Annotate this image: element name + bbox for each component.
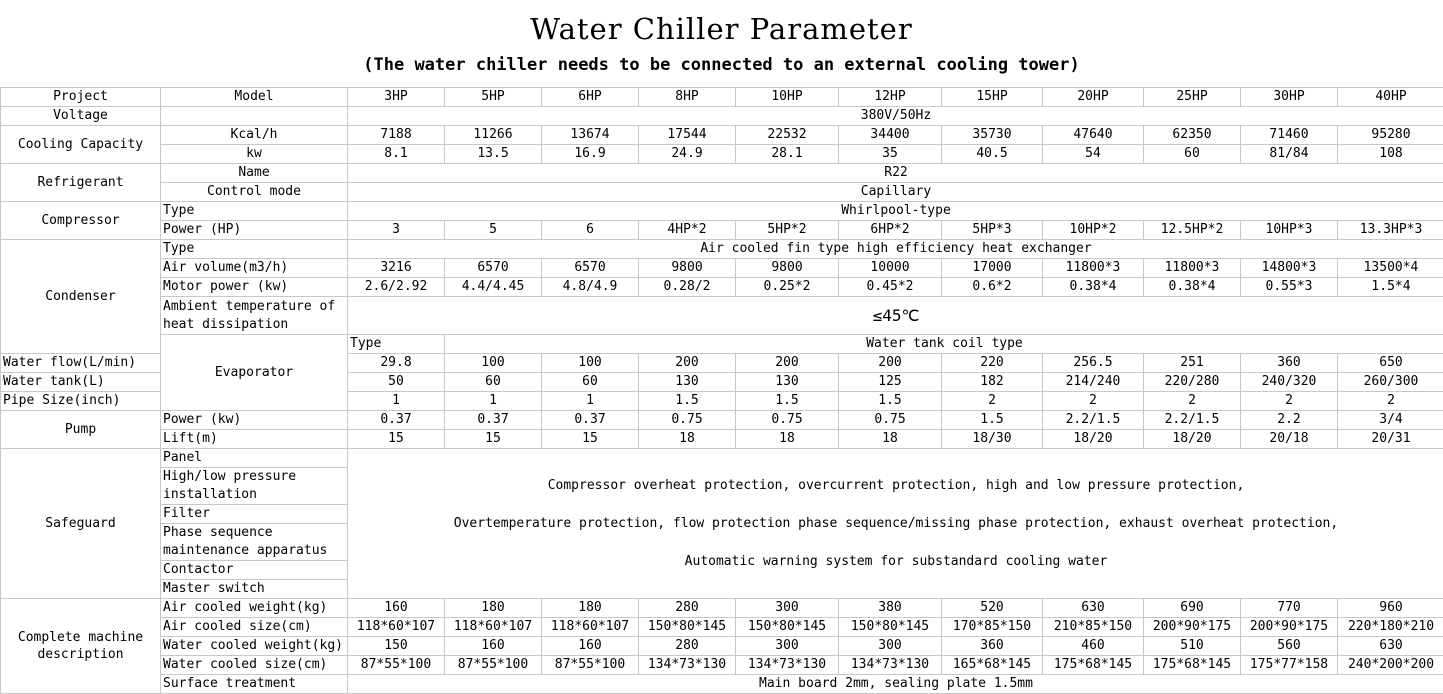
- air-weight-label: Air cooled weight(kg): [161, 599, 348, 618]
- model-cell: 10HP: [736, 88, 839, 107]
- compressor-type-value: Whirlpool-type: [348, 202, 1443, 221]
- value-cell: 2.2/1.5: [1043, 411, 1144, 430]
- model-cell: 6HP: [542, 88, 639, 107]
- value-cell: 150: [348, 637, 445, 656]
- value-cell: 2: [1241, 392, 1338, 411]
- value-cell: 3216: [348, 259, 445, 278]
- cooling-capacity-label: Cooling Capacity: [1, 126, 161, 164]
- value-cell: 95280: [1338, 126, 1443, 145]
- control-mode-label: Control mode: [161, 183, 348, 202]
- value-cell: 360: [942, 637, 1043, 656]
- value-cell: 34400: [839, 126, 942, 145]
- value-cell: 18/20: [1144, 430, 1241, 449]
- value-cell: 1.5: [839, 392, 942, 411]
- value-cell: 10HP*3: [1241, 221, 1338, 240]
- value-cell: 520: [942, 599, 1043, 618]
- value-cell: 200: [639, 354, 736, 373]
- value-cell: 130: [639, 373, 736, 392]
- motor-power-label: Motor power (kw): [161, 278, 348, 297]
- value-cell: 100: [445, 354, 542, 373]
- safeguard-item: Phase sequence maintenance apparatus: [161, 524, 348, 561]
- value-cell: 6570: [542, 259, 639, 278]
- value-cell: 220: [942, 354, 1043, 373]
- value-cell: 87*55*100: [348, 656, 445, 675]
- motor-power-row: [1, 278, 1443, 297]
- air-weight-row: [1, 599, 1443, 618]
- value-cell: 134*73*130: [839, 656, 942, 675]
- value-cell: 510: [1144, 637, 1241, 656]
- safeguard-line: Compressor overheat protection, overcurrent protection, high and low pressure protection,: [348, 467, 1443, 505]
- value-cell: 35: [839, 145, 942, 164]
- value-cell: 100: [542, 354, 639, 373]
- model-cell: 3HP: [348, 88, 445, 107]
- safeguard-line: Automatic warning system for substandard cooling water: [348, 543, 1443, 581]
- value-cell: 20/31: [1338, 430, 1443, 449]
- value-cell: 630: [1338, 637, 1443, 656]
- value-cell: 13674: [542, 126, 639, 145]
- safeguard-item: Master switch: [161, 580, 348, 599]
- cooling-kcal-row: [1, 126, 1443, 145]
- value-cell: 200*90*175: [1241, 618, 1338, 637]
- value-cell: 130: [736, 373, 839, 392]
- condenser-type-row: [1, 240, 1443, 259]
- value-cell: 20/18: [1241, 430, 1338, 449]
- value-cell: 16.9: [542, 145, 639, 164]
- value-cell: 62350: [1144, 126, 1241, 145]
- voltage-label: Voltage: [1, 107, 161, 126]
- value-cell: 2.2: [1241, 411, 1338, 430]
- value-cell: 0.25*2: [736, 278, 839, 297]
- compressor-label: Compressor: [1, 202, 161, 240]
- safeguard-item: Filter: [161, 505, 348, 524]
- value-cell: 60: [542, 373, 639, 392]
- value-cell: 14800*3: [1241, 259, 1338, 278]
- air-size-label: Air cooled size(cm): [161, 618, 348, 637]
- value-cell: 1.5: [942, 411, 1043, 430]
- value-cell: 300: [839, 637, 942, 656]
- value-cell: 240/320: [1241, 373, 1338, 392]
- value-cell: 13.5: [445, 145, 542, 164]
- value-cell: 1.5: [736, 392, 839, 411]
- evaporator-label: Evaporator: [161, 335, 348, 411]
- value-cell: 2: [1144, 392, 1241, 411]
- water-flow-label: Water flow(L/min): [1, 354, 161, 373]
- pipe-size-label: Pipe Size(inch): [1, 392, 161, 411]
- value-cell: 0.38*4: [1144, 278, 1241, 297]
- value-cell: 0.37: [542, 411, 639, 430]
- value-cell: 360: [1241, 354, 1338, 373]
- safeguard-description: [348, 449, 1443, 599]
- value-cell: 200: [736, 354, 839, 373]
- value-cell: 960: [1338, 599, 1443, 618]
- value-cell: 13500*4: [1338, 259, 1443, 278]
- value-cell: 1.5*4: [1338, 278, 1443, 297]
- model-cell: 5HP: [445, 88, 542, 107]
- value-cell: 108: [1338, 145, 1443, 164]
- water-weight-row: [1, 637, 1443, 656]
- value-cell: 300: [736, 637, 839, 656]
- value-cell: 1: [542, 392, 639, 411]
- value-cell: 1.5: [639, 392, 736, 411]
- control-mode-value: Capillary: [348, 183, 1443, 202]
- value-cell: 4HP*2: [639, 221, 736, 240]
- water-size-label: Water cooled size(cm): [161, 656, 348, 675]
- value-cell: 60: [445, 373, 542, 392]
- value-cell: 0.28/2: [639, 278, 736, 297]
- value-cell: 165*68*145: [942, 656, 1043, 675]
- value-cell: 10000: [839, 259, 942, 278]
- value-cell: 2.2/1.5: [1144, 411, 1241, 430]
- value-cell: 2.6/2.92: [348, 278, 445, 297]
- machine-label: Complete machine description: [1, 599, 161, 694]
- value-cell: 18/20: [1043, 430, 1144, 449]
- compressor-type-label: Type: [161, 202, 348, 221]
- pump-lift-row: [1, 430, 1443, 449]
- value-cell: 160: [542, 637, 639, 656]
- value-cell: 1: [445, 392, 542, 411]
- value-cell: 6570: [445, 259, 542, 278]
- safeguard-item: Contactor: [161, 561, 348, 580]
- value-cell: 210*85*150: [1043, 618, 1144, 637]
- value-cell: 118*60*107: [542, 618, 639, 637]
- air-volume-row: [1, 259, 1443, 278]
- value-cell: 251: [1144, 354, 1241, 373]
- page-title: Water Chiller Parameter: [0, 12, 1443, 46]
- pump-lift-label: Lift(m): [161, 430, 348, 449]
- page-subtitle: (The water chiller needs to be connected to an external cooling tower): [0, 55, 1443, 75]
- value-cell: 4.8/4.9: [542, 278, 639, 297]
- value-cell: 18: [639, 430, 736, 449]
- safeguard-line: Overtemperature protection, flow protection phase sequence/missing phase protection, exhaust overheat protection,: [348, 505, 1443, 543]
- condenser-type-value: Air cooled fin type high efficiency heat exchanger: [348, 240, 1443, 259]
- value-cell: 9800: [639, 259, 736, 278]
- value-cell: 260/300: [1338, 373, 1443, 392]
- value-cell: 3/4: [1338, 411, 1443, 430]
- value-cell: 200: [839, 354, 942, 373]
- value-cell: 81/84: [1241, 145, 1338, 164]
- model-cell: 8HP: [639, 88, 736, 107]
- value-cell: 150*80*145: [736, 618, 839, 637]
- air-size-row: [1, 618, 1443, 637]
- value-cell: 87*55*100: [445, 656, 542, 675]
- value-cell: 3: [348, 221, 445, 240]
- value-cell: 150*80*145: [839, 618, 942, 637]
- value-cell: 24.9: [639, 145, 736, 164]
- value-cell: 690: [1144, 599, 1241, 618]
- compressor-power-label: Power (HP): [161, 221, 348, 240]
- surface-row: [1, 675, 1443, 694]
- value-cell: 220*180*210: [1338, 618, 1443, 637]
- evaporator-type-value: Water tank coil type: [445, 335, 1443, 354]
- value-cell: 180: [542, 599, 639, 618]
- condenser-label: Condenser: [1, 240, 161, 354]
- value-cell: 0.75: [639, 411, 736, 430]
- value-cell: 240*200*200: [1338, 656, 1443, 675]
- value-cell: 134*73*130: [639, 656, 736, 675]
- value-cell: 560: [1241, 637, 1338, 656]
- value-cell: 182: [942, 373, 1043, 392]
- value-cell: 11800*3: [1043, 259, 1144, 278]
- value-cell: 12.5HP*2: [1144, 221, 1241, 240]
- value-cell: 47640: [1043, 126, 1144, 145]
- value-cell: 9800: [736, 259, 839, 278]
- value-cell: 18/30: [942, 430, 1043, 449]
- value-cell: 13.3HP*3: [1338, 221, 1443, 240]
- value-cell: 54: [1043, 145, 1144, 164]
- value-cell: 35730: [942, 126, 1043, 145]
- value-cell: 0.55*3: [1241, 278, 1338, 297]
- condenser-type-label: Type: [161, 240, 348, 259]
- value-cell: 7188: [348, 126, 445, 145]
- value-cell: 175*77*158: [1241, 656, 1338, 675]
- value-cell: 0.6*2: [942, 278, 1043, 297]
- refrigerant-name-row: [1, 164, 1443, 183]
- value-cell: 5HP*2: [736, 221, 839, 240]
- surface-value: Main board 2mm, sealing plate 1.5mm: [348, 675, 1443, 694]
- air-volume-label: Air volume(m3/h): [161, 259, 348, 278]
- value-cell: 160: [348, 599, 445, 618]
- value-cell: 0.37: [348, 411, 445, 430]
- value-cell: 220/280: [1144, 373, 1241, 392]
- value-cell: 50: [348, 373, 445, 392]
- value-cell: 11266: [445, 126, 542, 145]
- water-tank-label: Water tank(L): [1, 373, 161, 392]
- value-cell: 28.1: [736, 145, 839, 164]
- value-cell: 87*55*100: [542, 656, 639, 675]
- value-cell: 0.45*2: [839, 278, 942, 297]
- value-cell: 1: [348, 392, 445, 411]
- value-cell: 15: [445, 430, 542, 449]
- safeguard-item: Panel: [161, 449, 348, 468]
- header-row: [1, 88, 1443, 107]
- model-cell: 25HP: [1144, 88, 1241, 107]
- safeguard-item: High/low pressure installation: [161, 468, 348, 505]
- value-cell: 0.37: [445, 411, 542, 430]
- ambient-row: [1, 297, 1443, 335]
- value-cell: 0.75: [839, 411, 942, 430]
- value-cell: 15: [542, 430, 639, 449]
- value-cell: 170*85*150: [942, 618, 1043, 637]
- compressor-power-row: [1, 221, 1443, 240]
- value-cell: 22532: [736, 126, 839, 145]
- kcal-unit: Kcal/h: [161, 126, 348, 145]
- value-cell: 17544: [639, 126, 736, 145]
- value-cell: 150*80*145: [639, 618, 736, 637]
- value-cell: 4.4/4.45: [445, 278, 542, 297]
- value-cell: 460: [1043, 637, 1144, 656]
- value-cell: 134*73*130: [736, 656, 839, 675]
- model-cell: 30HP: [1241, 88, 1338, 107]
- value-cell: 630: [1043, 599, 1144, 618]
- value-cell: 160: [445, 637, 542, 656]
- value-cell: 200*90*175: [1144, 618, 1241, 637]
- value-cell: 650: [1338, 354, 1443, 373]
- refrigerant-name-value: R22: [348, 164, 1443, 183]
- model-header: Model: [161, 88, 348, 107]
- value-cell: 18: [839, 430, 942, 449]
- value-cell: 10HP*2: [1043, 221, 1144, 240]
- value-cell: 5HP*3: [942, 221, 1043, 240]
- refrigerant-label: Refrigerant: [1, 164, 161, 202]
- parameter-table: [0, 87, 1443, 694]
- refrigerant-control-row: [1, 183, 1443, 202]
- value-cell: 11800*3: [1144, 259, 1241, 278]
- evaporator-type-label: Type: [348, 335, 445, 354]
- voltage-row: [1, 107, 1443, 126]
- value-cell: 175*68*145: [1144, 656, 1241, 675]
- safeguard-row: [1, 449, 1443, 468]
- pump-label: Pump: [1, 411, 161, 449]
- pump-power-row: [1, 411, 1443, 430]
- value-cell: 60: [1144, 145, 1241, 164]
- ambient-value: ≤45℃: [348, 297, 1443, 335]
- value-cell: 180: [445, 599, 542, 618]
- value-cell: 6: [542, 221, 639, 240]
- value-cell: 2: [942, 392, 1043, 411]
- value-cell: 71460: [1241, 126, 1338, 145]
- voltage-value: 380V/50Hz: [348, 107, 1443, 126]
- value-cell: 280: [639, 637, 736, 656]
- model-cell: 20HP: [1043, 88, 1144, 107]
- safeguard-label: Safeguard: [1, 449, 161, 599]
- value-cell: 770: [1241, 599, 1338, 618]
- value-cell: 8.1: [348, 145, 445, 164]
- project-header: Project: [1, 88, 161, 107]
- model-cell: 12HP: [839, 88, 942, 107]
- water-size-row: [1, 656, 1443, 675]
- model-cell: 15HP: [942, 88, 1043, 107]
- surface-label: Surface treatment: [161, 675, 348, 694]
- value-cell: 29.8: [348, 354, 445, 373]
- compressor-type-row: [1, 202, 1443, 221]
- value-cell: 256.5: [1043, 354, 1144, 373]
- model-cell: 40HP: [1338, 88, 1443, 107]
- value-cell: 0.38*4: [1043, 278, 1144, 297]
- refrigerant-name-label: Name: [161, 164, 348, 183]
- value-cell: 6HP*2: [839, 221, 942, 240]
- ambient-label: Ambient temperature of heat dissipation: [161, 297, 348, 335]
- value-cell: 175*68*145: [1043, 656, 1144, 675]
- value-cell: 18: [736, 430, 839, 449]
- value-cell: 214/240: [1043, 373, 1144, 392]
- value-cell: 125: [839, 373, 942, 392]
- value-cell: 2: [1338, 392, 1443, 411]
- value-cell: 15: [348, 430, 445, 449]
- empty-cell: [161, 107, 348, 126]
- evaporator-type-row: [1, 335, 1443, 354]
- value-cell: 40.5: [942, 145, 1043, 164]
- value-cell: 118*60*107: [348, 618, 445, 637]
- value-cell: 5: [445, 221, 542, 240]
- pump-power-label: Power (kw): [161, 411, 348, 430]
- water-weight-label: Water cooled weight(kg): [161, 637, 348, 656]
- value-cell: 280: [639, 599, 736, 618]
- cooling-kw-row: [1, 145, 1443, 164]
- value-cell: 0.75: [736, 411, 839, 430]
- value-cell: 17000: [942, 259, 1043, 278]
- kw-unit: kw: [161, 145, 348, 164]
- value-cell: 2: [1043, 392, 1144, 411]
- value-cell: 118*60*107: [445, 618, 542, 637]
- value-cell: 380: [839, 599, 942, 618]
- value-cell: 300: [736, 599, 839, 618]
